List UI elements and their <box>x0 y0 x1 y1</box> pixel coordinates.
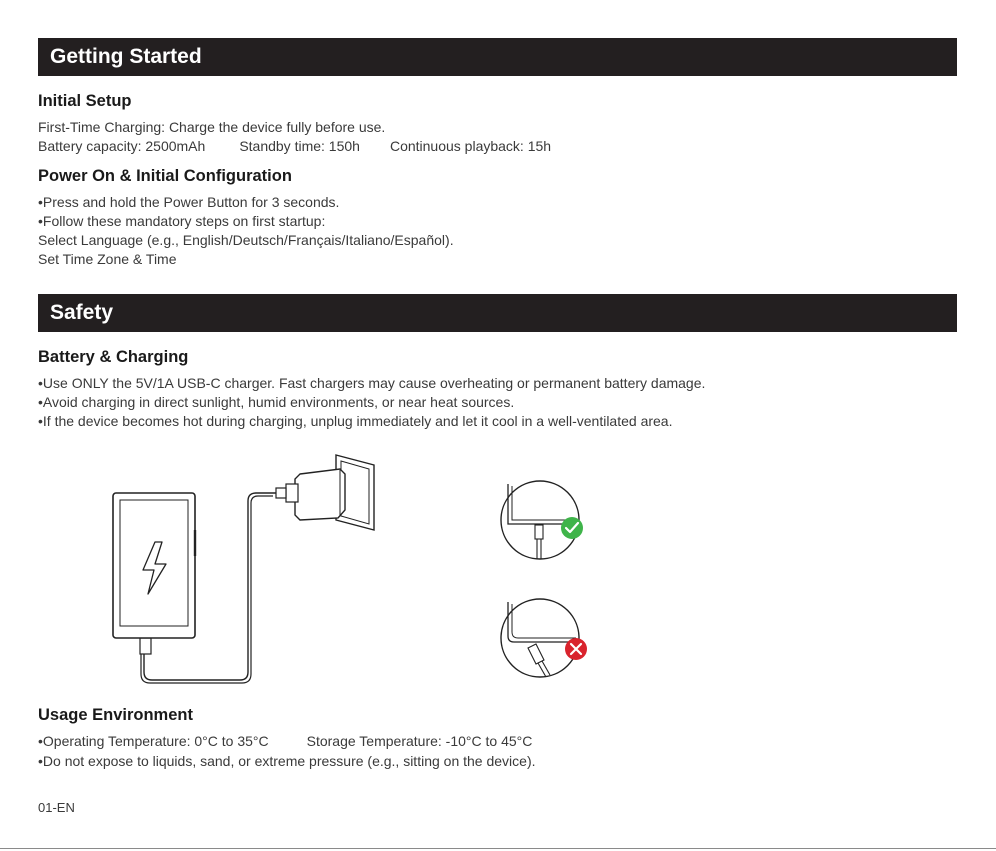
charging-bullet-3: •If the device becomes hot during charging, unplug immediately and let it cool in a well-ventilated area. <box>38 413 673 429</box>
cross-icon <box>565 638 587 660</box>
charging-bullet-1: •Use ONLY the 5V/1A USB-C charger. Fast chargers may cause overheating or permanent battery damage. <box>38 375 706 391</box>
bottom-divider <box>0 848 996 849</box>
battery-specs-line <box>38 137 551 156</box>
charging-illustration <box>0 440 996 700</box>
usage-environment-heading: Usage Environment <box>38 706 193 724</box>
power-on-heading: Power On & Initial Configuration <box>38 167 292 185</box>
standby-time-text: Standby time: 150h <box>239 138 360 154</box>
page-number: 01-EN <box>38 800 75 815</box>
usage-bullet-2: •Do not expose to liquids, sand, or extreme pressure (e.g., sitting on the device). <box>38 753 536 769</box>
wrong-connection-detail <box>501 599 579 677</box>
set-time-zone-text: Set Time Zone & Time <box>38 251 177 267</box>
battery-charging-heading: Battery & Charging <box>38 348 189 366</box>
usb-charger-adapter <box>276 469 345 520</box>
initial-setup-heading: Initial Setup <box>38 92 132 110</box>
storage-temperature-text: Storage Temperature: -10°C to 45°C <box>306 733 533 749</box>
getting-started-banner: Getting Started <box>38 38 957 76</box>
power-on-bullet-2: •Follow these mandatory steps on first startup: <box>38 213 326 229</box>
safety-banner: Safety <box>38 294 957 332</box>
first-time-charging-text: First-Time Charging: Charge the device fully before use. <box>38 119 386 135</box>
power-on-bullet-1: •Press and hold the Power Button for 3 seconds. <box>38 194 340 210</box>
phone-device <box>113 493 195 638</box>
check-icon <box>561 517 583 539</box>
operating-temperature-text: •Operating Temperature: 0°C to 35°C <box>38 733 269 749</box>
temperature-line <box>38 732 532 751</box>
select-language-text: Select Language (e.g., English/Deutsch/Français/Italiano/Español). <box>38 232 454 248</box>
charging-bullet-2: •Avoid charging in direct sunlight, humid environments, or near heat sources. <box>38 394 515 410</box>
battery-capacity-text: Battery capacity: 2500mAh <box>38 138 206 154</box>
playback-time-text: Continuous playback: 15h <box>389 138 552 154</box>
